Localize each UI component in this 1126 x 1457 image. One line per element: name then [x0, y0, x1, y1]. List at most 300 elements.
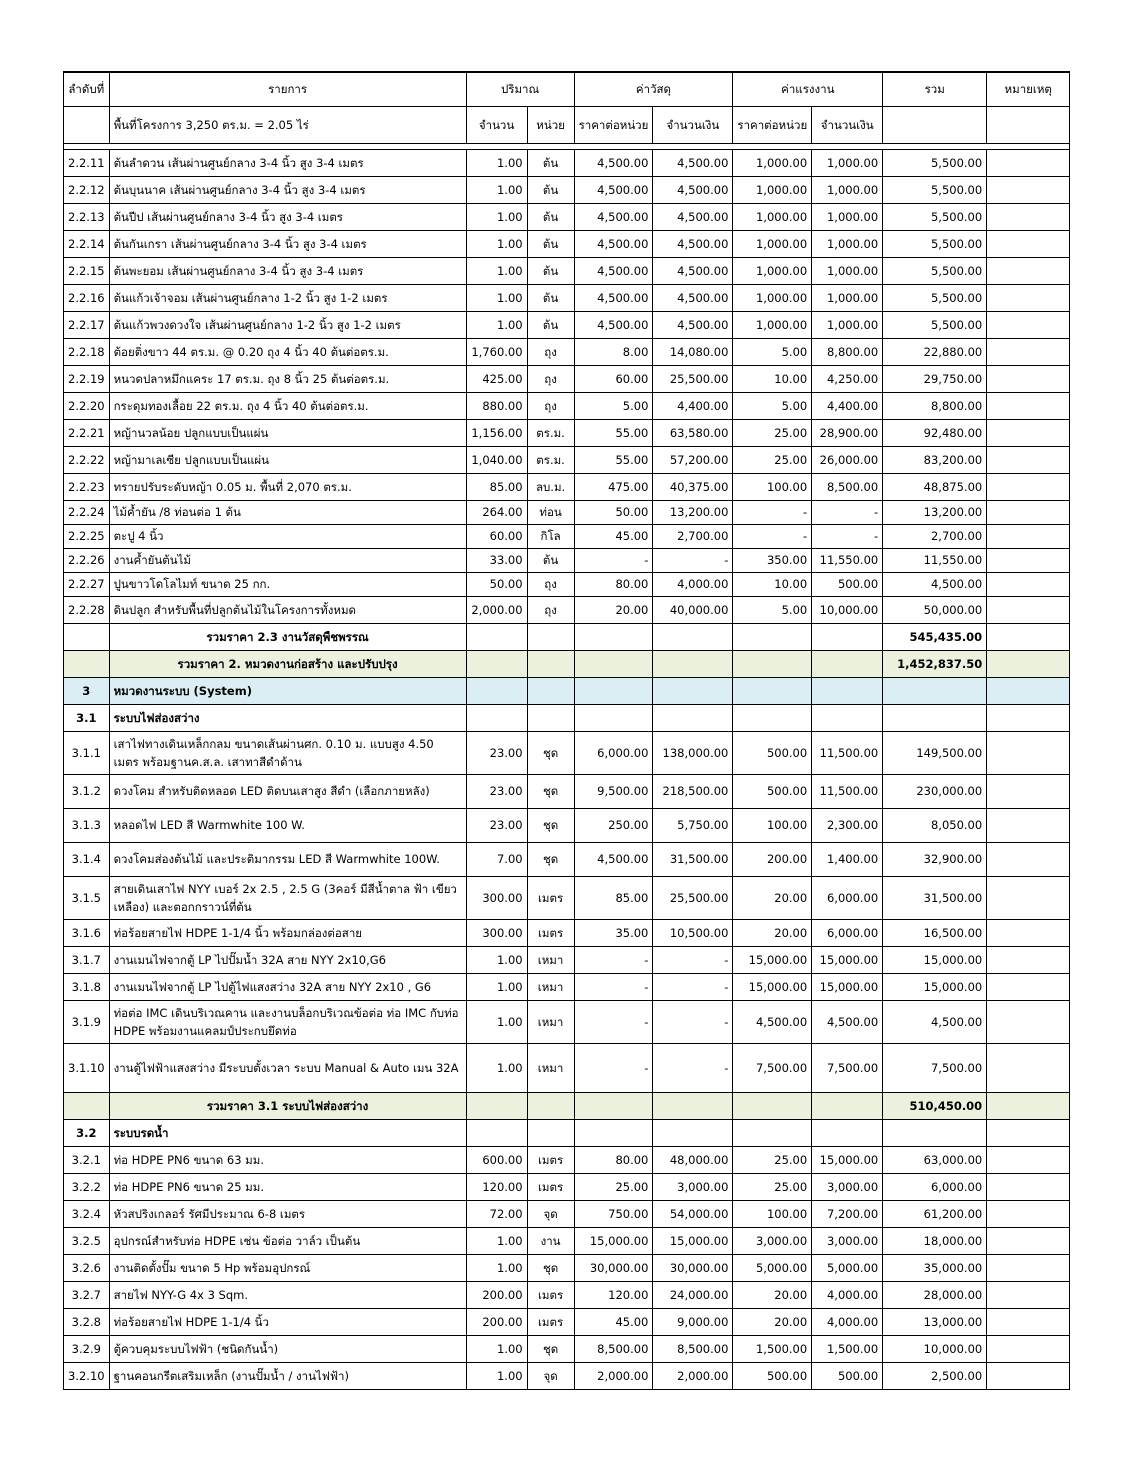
cell-total: 35,000.00 — [883, 1255, 987, 1282]
cell-material-unit-price: 15,000.00 — [574, 1228, 653, 1255]
cell-remark — [987, 1147, 1070, 1174]
table-row — [64, 549, 1070, 573]
cell-remark — [987, 1336, 1070, 1363]
cell-material-unit-price: 85.00 — [574, 877, 653, 920]
cell-material-amount: 57,200.00 — [653, 447, 733, 474]
cell-desc: หนวดปลาหมึกแคระ 17 ตร.ม. ถุง 8 นิ้ว 25 ต้นต่อตร.ม. — [109, 366, 466, 393]
cell-material-amount: 4,500.00 — [653, 312, 733, 339]
cell-qty: 600.00 — [466, 1147, 527, 1174]
cell-no: 2.2.12 — [64, 177, 110, 204]
cell-desc: รวมราคา 2. หมวดงานก่อสร้าง และปรับปรุง — [109, 651, 466, 678]
cell-material-unit-price: 4,500.00 — [574, 843, 653, 877]
cell-material-amount: - — [653, 549, 733, 573]
cell-desc: หัวสปริงเกลอร์ รัศมีประมาณ 6-8 เมตร — [109, 1201, 466, 1228]
cell-total: 13,000.00 — [883, 1309, 987, 1336]
cell-remark — [987, 1228, 1070, 1255]
cell-desc: ดวงโคมส่องต้นไม้ และประติมากรรม LED สี Warmwhite 100W. — [109, 843, 466, 877]
table-row — [64, 1336, 1070, 1363]
table-row — [64, 843, 1070, 877]
cell-labor-unit-price: 100.00 — [733, 474, 812, 501]
cell-no — [64, 1093, 110, 1120]
cell-remark — [987, 678, 1070, 705]
cell-no: 3.2 — [64, 1120, 110, 1147]
cell-unit: ต้น — [527, 177, 574, 204]
cell-material-amount: 25,500.00 — [653, 366, 733, 393]
cell-material-unit-price: 25.00 — [574, 1174, 653, 1201]
table-row — [64, 809, 1070, 843]
cell-total: 92,480.00 — [883, 420, 987, 447]
cell-qty: 1.00 — [466, 1001, 527, 1044]
cell-qty: 880.00 — [466, 393, 527, 420]
cell-remark — [987, 705, 1070, 732]
cell-no — [64, 651, 110, 678]
cell-no: 3 — [64, 678, 110, 705]
table-body — [64, 150, 1070, 1390]
cell-desc: เสาไฟทางเดินเหล็กกลม ขนาดเส้นผ่านศก. 0.10 ม. แบบสูง 4.50 เมตร พร้อมฐานค.ส.ล. เสาทาสีดำด้าน — [109, 732, 466, 775]
cell-unit: ท่อน — [527, 501, 574, 525]
cell-remark — [987, 920, 1070, 947]
cell-labor-amount — [812, 1120, 883, 1147]
cell-desc: ท่อ HDPE PN6 ขนาด 63 มม. — [109, 1147, 466, 1174]
cell-material-amount: 4,500.00 — [653, 150, 733, 177]
cell-material-amount: 31,500.00 — [653, 843, 733, 877]
table-row — [64, 1174, 1070, 1201]
cell-material-unit-price: 2,000.00 — [574, 1363, 653, 1390]
table-row — [64, 393, 1070, 420]
cell-material-unit-price: 4,500.00 — [574, 258, 653, 285]
cell-no: 2.2.26 — [64, 549, 110, 573]
table-row — [64, 231, 1070, 258]
cell-remark — [987, 1044, 1070, 1093]
cell-labor-amount: 1,400.00 — [812, 843, 883, 877]
cell-labor-unit-price: 20.00 — [733, 920, 812, 947]
cell-material-unit-price: - — [574, 1044, 653, 1093]
boq-table — [63, 71, 1070, 1390]
header-total-blank — [883, 107, 987, 144]
table-row — [64, 732, 1070, 775]
table-row — [64, 204, 1070, 231]
table-row — [64, 177, 1070, 204]
cell-qty: 1.00 — [466, 204, 527, 231]
cell-labor-unit-price: 5,000.00 — [733, 1255, 812, 1282]
cell-unit: ชุด — [527, 1255, 574, 1282]
cell-total: 5,500.00 — [883, 177, 987, 204]
cell-remark — [987, 231, 1070, 258]
cell-qty: 300.00 — [466, 920, 527, 947]
cell-labor-unit-price: 100.00 — [733, 1201, 812, 1228]
cell-desc: ฐานคอนกรีตเสริมเหล็ก (งานปั๊มน้ำ / งานไฟฟ้า) — [109, 1363, 466, 1390]
cell-labor-amount: - — [812, 525, 883, 549]
cell-material-amount: 4,500.00 — [653, 204, 733, 231]
cell-labor-unit-price: 100.00 — [733, 809, 812, 843]
cell-unit: เหมา — [527, 974, 574, 1001]
cell-labor-amount — [812, 624, 883, 651]
table-row — [64, 312, 1070, 339]
cell-unit: ชุด — [527, 809, 574, 843]
header-remark: หมายเหตุ — [987, 72, 1070, 107]
cell-labor-amount: 11,500.00 — [812, 732, 883, 775]
cell-material-amount: 218,500.00 — [653, 775, 733, 809]
cell-no: 3.2.8 — [64, 1309, 110, 1336]
cell-remark — [987, 732, 1070, 775]
cell-no: 3.1 — [64, 705, 110, 732]
cell-material-amount — [653, 1120, 733, 1147]
cell-total: 6,000.00 — [883, 1174, 987, 1201]
cell-labor-amount: 1,000.00 — [812, 285, 883, 312]
cell-qty: 33.00 — [466, 549, 527, 573]
cell-desc: ระบบรดน้ำ — [109, 1120, 466, 1147]
cell-material-amount — [653, 651, 733, 678]
cell-unit: ถุง — [527, 597, 574, 624]
cell-labor-amount: 26,000.00 — [812, 447, 883, 474]
cell-desc: ต้นบุนนาค เส้นผ่านศูนย์กลาง 3-4 นิ้ว สูง 3-4 เมตร — [109, 177, 466, 204]
cell-total: 7,500.00 — [883, 1044, 987, 1093]
cell-desc: ท่อร้อยสายไฟ HDPE 1-1/4 นิ้ว — [109, 1309, 466, 1336]
cell-no: 2.2.28 — [64, 597, 110, 624]
table-row — [64, 1363, 1070, 1390]
cell-material-amount: 4,500.00 — [653, 285, 733, 312]
cell-remark — [987, 312, 1070, 339]
cell-desc: งานค้ำยันต้นไม้ — [109, 549, 466, 573]
cell-unit — [527, 705, 574, 732]
cell-labor-unit-price — [733, 624, 812, 651]
cell-labor-unit-price: - — [733, 525, 812, 549]
cell-labor-unit-price: 7,500.00 — [733, 1044, 812, 1093]
cell-labor-amount: 3,000.00 — [812, 1228, 883, 1255]
header-no: ลำดับที่ — [64, 72, 110, 107]
cell-material-unit-price: 6,000.00 — [574, 732, 653, 775]
header-labor-money: จำนวนเงิน — [812, 107, 883, 144]
cell-remark — [987, 1201, 1070, 1228]
cell-desc: ระบบไฟส่องสว่าง — [109, 705, 466, 732]
cell-total: 11,550.00 — [883, 549, 987, 573]
cell-remark — [987, 1255, 1070, 1282]
cell-qty: 23.00 — [466, 732, 527, 775]
cell-total: 149,500.00 — [883, 732, 987, 775]
cell-no: 2.2.17 — [64, 312, 110, 339]
cell-desc: รวมราคา 2.3 งานวัสดุพืชพรรณ — [109, 624, 466, 651]
cell-labor-amount: 1,000.00 — [812, 204, 883, 231]
cell-labor-unit-price — [733, 705, 812, 732]
cell-remark — [987, 150, 1070, 177]
cell-no: 3.2.6 — [64, 1255, 110, 1282]
cell-qty — [466, 624, 527, 651]
cell-remark — [987, 501, 1070, 525]
cell-material-unit-price: 60.00 — [574, 366, 653, 393]
cell-desc: ตะปู 4 นิ้ว — [109, 525, 466, 549]
cell-desc: สายเดินเสาไฟ NYY เบอร์ 2x 2.5 , 2.5 G (3คอร์ มีสีน้ำตาล ฟ้า เขียว เหลือง) และตอกกราวน์ที่ต้น — [109, 877, 466, 920]
cell-desc: ปูนขาวโดโลไมท์ ขนาด 25 กก. — [109, 573, 466, 597]
cell-total: 8,800.00 — [883, 393, 987, 420]
cell-labor-amount: 8,800.00 — [812, 339, 883, 366]
cell-labor-unit-price — [733, 651, 812, 678]
cell-material-unit-price: 4,500.00 — [574, 312, 653, 339]
cell-remark — [987, 651, 1070, 678]
table-row — [64, 474, 1070, 501]
cell-desc: ดวงโคม สำหรับติดหลอด LED ติดบนเสาสูง สีดำ (เลือกภายหลัง) — [109, 775, 466, 809]
cell-material-amount: 9,000.00 — [653, 1309, 733, 1336]
cell-labor-amount: 15,000.00 — [812, 974, 883, 1001]
cell-unit: เหมา — [527, 947, 574, 974]
table-row — [64, 1147, 1070, 1174]
cell-unit: เหมา — [527, 1001, 574, 1044]
cell-total: 545,435.00 — [883, 624, 987, 651]
cell-material-unit-price: 9,500.00 — [574, 775, 653, 809]
cell-no: 3.2.10 — [64, 1363, 110, 1390]
header-unit: หน่วย — [527, 107, 574, 144]
cell-no: 2.2.19 — [64, 366, 110, 393]
cell-qty: 7.00 — [466, 843, 527, 877]
cell-material-unit-price: 250.00 — [574, 809, 653, 843]
cell-total: 28,000.00 — [883, 1282, 987, 1309]
cell-no: 3.1.4 — [64, 843, 110, 877]
cell-labor-amount: 7,500.00 — [812, 1044, 883, 1093]
cell-material-amount: 14,080.00 — [653, 339, 733, 366]
cell-unit: ต้น — [527, 312, 574, 339]
cell-labor-unit-price: 5.00 — [733, 597, 812, 624]
cell-material-amount: 30,000.00 — [653, 1255, 733, 1282]
cell-remark — [987, 624, 1070, 651]
cell-qty: 1,760.00 — [466, 339, 527, 366]
cell-desc: ดินปลูก สำหรับพื้นที่ปลูกต้นไม้ในโครงการทั้งหมด — [109, 597, 466, 624]
cell-material-unit-price: 750.00 — [574, 1201, 653, 1228]
cell-material-unit-price — [574, 1120, 653, 1147]
cell-material-unit-price: 8,500.00 — [574, 1336, 653, 1363]
cell-material-amount: 8,500.00 — [653, 1336, 733, 1363]
cell-material-amount: 54,000.00 — [653, 1201, 733, 1228]
cell-material-unit-price: 55.00 — [574, 447, 653, 474]
table-row — [64, 1255, 1070, 1282]
table-row — [64, 1093, 1070, 1120]
cell-no: 3.1.1 — [64, 732, 110, 775]
cell-qty: 425.00 — [466, 366, 527, 393]
cell-no: 3.2.2 — [64, 1174, 110, 1201]
cell-no: 3.1.6 — [64, 920, 110, 947]
cell-remark — [987, 366, 1070, 393]
cell-unit — [527, 651, 574, 678]
cell-labor-unit-price: 10.00 — [733, 573, 812, 597]
cell-qty: 200.00 — [466, 1309, 527, 1336]
table-row — [64, 150, 1070, 177]
cell-labor-amount: 7,200.00 — [812, 1201, 883, 1228]
cell-unit: ต้น — [527, 285, 574, 312]
cell-material-amount: 4,500.00 — [653, 177, 733, 204]
cell-labor-unit-price: 20.00 — [733, 1309, 812, 1336]
cell-desc: หญ้ามาเลเซีย ปลูกแบบเป็นแผ่น — [109, 447, 466, 474]
cell-total: 230,000.00 — [883, 775, 987, 809]
cell-material-amount: 15,000.00 — [653, 1228, 733, 1255]
cell-labor-amount: 6,000.00 — [812, 920, 883, 947]
table-row — [64, 447, 1070, 474]
cell-labor-amount: 4,500.00 — [812, 1001, 883, 1044]
cell-labor-amount: 500.00 — [812, 573, 883, 597]
cell-material-unit-price: 45.00 — [574, 525, 653, 549]
cell-total: 31,500.00 — [883, 877, 987, 920]
cell-labor-amount: 28,900.00 — [812, 420, 883, 447]
cell-unit: เมตร — [527, 1147, 574, 1174]
cell-labor-unit-price: 1,500.00 — [733, 1336, 812, 1363]
table-row — [64, 1120, 1070, 1147]
cell-unit: ชุด — [527, 732, 574, 775]
cell-labor-amount: 5,000.00 — [812, 1255, 883, 1282]
cell-desc: ไม้ค้ำยัน /8 ท่อนต่อ 1 ต้น — [109, 501, 466, 525]
cell-labor-amount — [812, 1093, 883, 1120]
cell-labor-amount: 500.00 — [812, 1363, 883, 1390]
cell-material-unit-price — [574, 1093, 653, 1120]
cell-no: 3.2.5 — [64, 1228, 110, 1255]
cell-no: 3.1.2 — [64, 775, 110, 809]
cell-labor-unit-price: 5.00 — [733, 393, 812, 420]
cell-desc: ท่อ HDPE PN6 ขนาด 25 มม. — [109, 1174, 466, 1201]
cell-desc: งานเมนไฟจากตู้ LP ไปปั๊มน้ำ 32A สาย NYY 2x10,G6 — [109, 947, 466, 974]
cell-unit: เมตร — [527, 1282, 574, 1309]
cell-material-amount: 3,000.00 — [653, 1174, 733, 1201]
cell-qty: 60.00 — [466, 525, 527, 549]
cell-desc: สายไฟ NYY-G 4x 3 Sqm. — [109, 1282, 466, 1309]
cell-unit: ต้น — [527, 204, 574, 231]
cell-material-unit-price: - — [574, 974, 653, 1001]
table-row — [64, 1001, 1070, 1044]
cell-no: 2.2.16 — [64, 285, 110, 312]
cell-total: 4,500.00 — [883, 1001, 987, 1044]
cell-qty: 1.00 — [466, 1363, 527, 1390]
cell-material-unit-price: 30,000.00 — [574, 1255, 653, 1282]
cell-material-unit-price: - — [574, 1001, 653, 1044]
cell-unit: งาน — [527, 1228, 574, 1255]
cell-material-unit-price: 475.00 — [574, 474, 653, 501]
cell-total: 22,880.00 — [883, 339, 987, 366]
cell-labor-unit-price: 350.00 — [733, 549, 812, 573]
cell-qty: 1.00 — [466, 1336, 527, 1363]
cell-unit: จุด — [527, 1201, 574, 1228]
cell-material-amount: 4,500.00 — [653, 258, 733, 285]
cell-qty: 200.00 — [466, 1282, 527, 1309]
cell-desc: งานติดตั้งปั๊ม ขนาด 5 Hp พร้อมอุปกรณ์ — [109, 1255, 466, 1282]
cell-labor-unit-price — [733, 1120, 812, 1147]
cell-labor-amount: 15,000.00 — [812, 1147, 883, 1174]
cell-total: 32,900.00 — [883, 843, 987, 877]
cell-labor-amount: 1,000.00 — [812, 177, 883, 204]
cell-unit: ต้น — [527, 258, 574, 285]
cell-material-amount — [653, 678, 733, 705]
cell-remark — [987, 1120, 1070, 1147]
cell-material-amount: 25,500.00 — [653, 877, 733, 920]
cell-desc: กระดุมทองเลื้อย 22 ตร.ม. ถุง 4 นิ้ว 40 ต้นต่อตร.ม. — [109, 393, 466, 420]
table-row — [64, 705, 1070, 732]
cell-qty: 72.00 — [466, 1201, 527, 1228]
cell-remark — [987, 1093, 1070, 1120]
cell-remark — [987, 525, 1070, 549]
cell-labor-amount: 11,500.00 — [812, 775, 883, 809]
cell-qty: 1.00 — [466, 150, 527, 177]
cell-unit: กิโล — [527, 525, 574, 549]
cell-qty: 120.00 — [466, 1174, 527, 1201]
cell-material-amount: 48,000.00 — [653, 1147, 733, 1174]
cell-labor-amount: 4,250.00 — [812, 366, 883, 393]
table-row — [64, 651, 1070, 678]
cell-material-unit-price — [574, 624, 653, 651]
cell-labor-unit-price: 25.00 — [733, 447, 812, 474]
cell-labor-unit-price: 5.00 — [733, 339, 812, 366]
cell-labor-amount: - — [812, 501, 883, 525]
cell-unit: ชุด — [527, 775, 574, 809]
cell-qty: 1.00 — [466, 312, 527, 339]
cell-unit: ต้น — [527, 231, 574, 258]
cell-remark — [987, 204, 1070, 231]
table-row — [64, 525, 1070, 549]
cell-unit: ต้น — [527, 549, 574, 573]
cell-material-unit-price: 5.00 — [574, 393, 653, 420]
cell-desc: ท่อร้อยสายไฟ HDPE 1-1/4 นิ้ว พร้อมกล่องต่อสาย — [109, 920, 466, 947]
cell-labor-unit-price: 25.00 — [733, 1174, 812, 1201]
cell-labor-amount: 1,500.00 — [812, 1336, 883, 1363]
cell-total: 83,200.00 — [883, 447, 987, 474]
cell-total: 48,875.00 — [883, 474, 987, 501]
cell-remark — [987, 1282, 1070, 1309]
cell-qty: 1.00 — [466, 1228, 527, 1255]
cell-labor-amount — [812, 651, 883, 678]
cell-material-amount: 40,000.00 — [653, 597, 733, 624]
table-row — [64, 258, 1070, 285]
cell-no: 3.2.7 — [64, 1282, 110, 1309]
header-labor-unit-price: ราคาต่อหน่วย — [733, 107, 812, 144]
cell-remark — [987, 947, 1070, 974]
cell-material-unit-price — [574, 678, 653, 705]
table-row — [64, 597, 1070, 624]
cell-remark — [987, 1001, 1070, 1044]
cell-desc: ท่อต่อ IMC เดินบริเวณคาน และงานบล็อกบริเวณข้อต่อ ท่อ IMC กับท่อ HDPE พร้อมงานแคลมป์ประกบยึดท่อ — [109, 1001, 466, 1044]
cell-material-amount: - — [653, 974, 733, 1001]
cell-labor-unit-price: 4,500.00 — [733, 1001, 812, 1044]
cell-remark — [987, 573, 1070, 597]
cell-labor-amount: 8,500.00 — [812, 474, 883, 501]
cell-unit: เหมา — [527, 1044, 574, 1093]
header-remark-blank — [987, 107, 1070, 144]
cell-material-amount: 5,750.00 — [653, 809, 733, 843]
cell-material-amount: 2,700.00 — [653, 525, 733, 549]
cell-no: 3.1.7 — [64, 947, 110, 974]
cell-remark — [987, 877, 1070, 920]
cell-unit: ชุด — [527, 843, 574, 877]
cell-remark — [987, 809, 1070, 843]
cell-no: 3.1.3 — [64, 809, 110, 843]
cell-labor-unit-price: 200.00 — [733, 843, 812, 877]
cell-material-unit-price: 120.00 — [574, 1282, 653, 1309]
table-row — [64, 1044, 1070, 1093]
cell-material-unit-price — [574, 705, 653, 732]
cell-total: 4,500.00 — [883, 573, 987, 597]
table-row — [64, 1201, 1070, 1228]
cell-total: 15,000.00 — [883, 974, 987, 1001]
cell-qty — [466, 705, 527, 732]
cell-material-unit-price: 4,500.00 — [574, 150, 653, 177]
cell-desc: หมวดงานระบบ (System) — [109, 678, 466, 705]
cell-remark — [987, 393, 1070, 420]
cell-unit: ลบ.ม. — [527, 474, 574, 501]
cell-material-unit-price: 20.00 — [574, 597, 653, 624]
table-row — [64, 877, 1070, 920]
cell-qty — [466, 678, 527, 705]
cell-no — [64, 624, 110, 651]
cell-unit: ตร.ม. — [527, 447, 574, 474]
cell-desc: ต้นพะยอม เส้นผ่านศูนย์กลาง 3-4 นิ้ว สูง 3-4 เมตร — [109, 258, 466, 285]
cell-remark — [987, 177, 1070, 204]
cell-total: 50,000.00 — [883, 597, 987, 624]
cell-no: 2.2.15 — [64, 258, 110, 285]
cell-total: 18,000.00 — [883, 1228, 987, 1255]
cell-desc: หลอดไฟ LED สี Warmwhite 100 W. — [109, 809, 466, 843]
cell-material-unit-price — [574, 651, 653, 678]
